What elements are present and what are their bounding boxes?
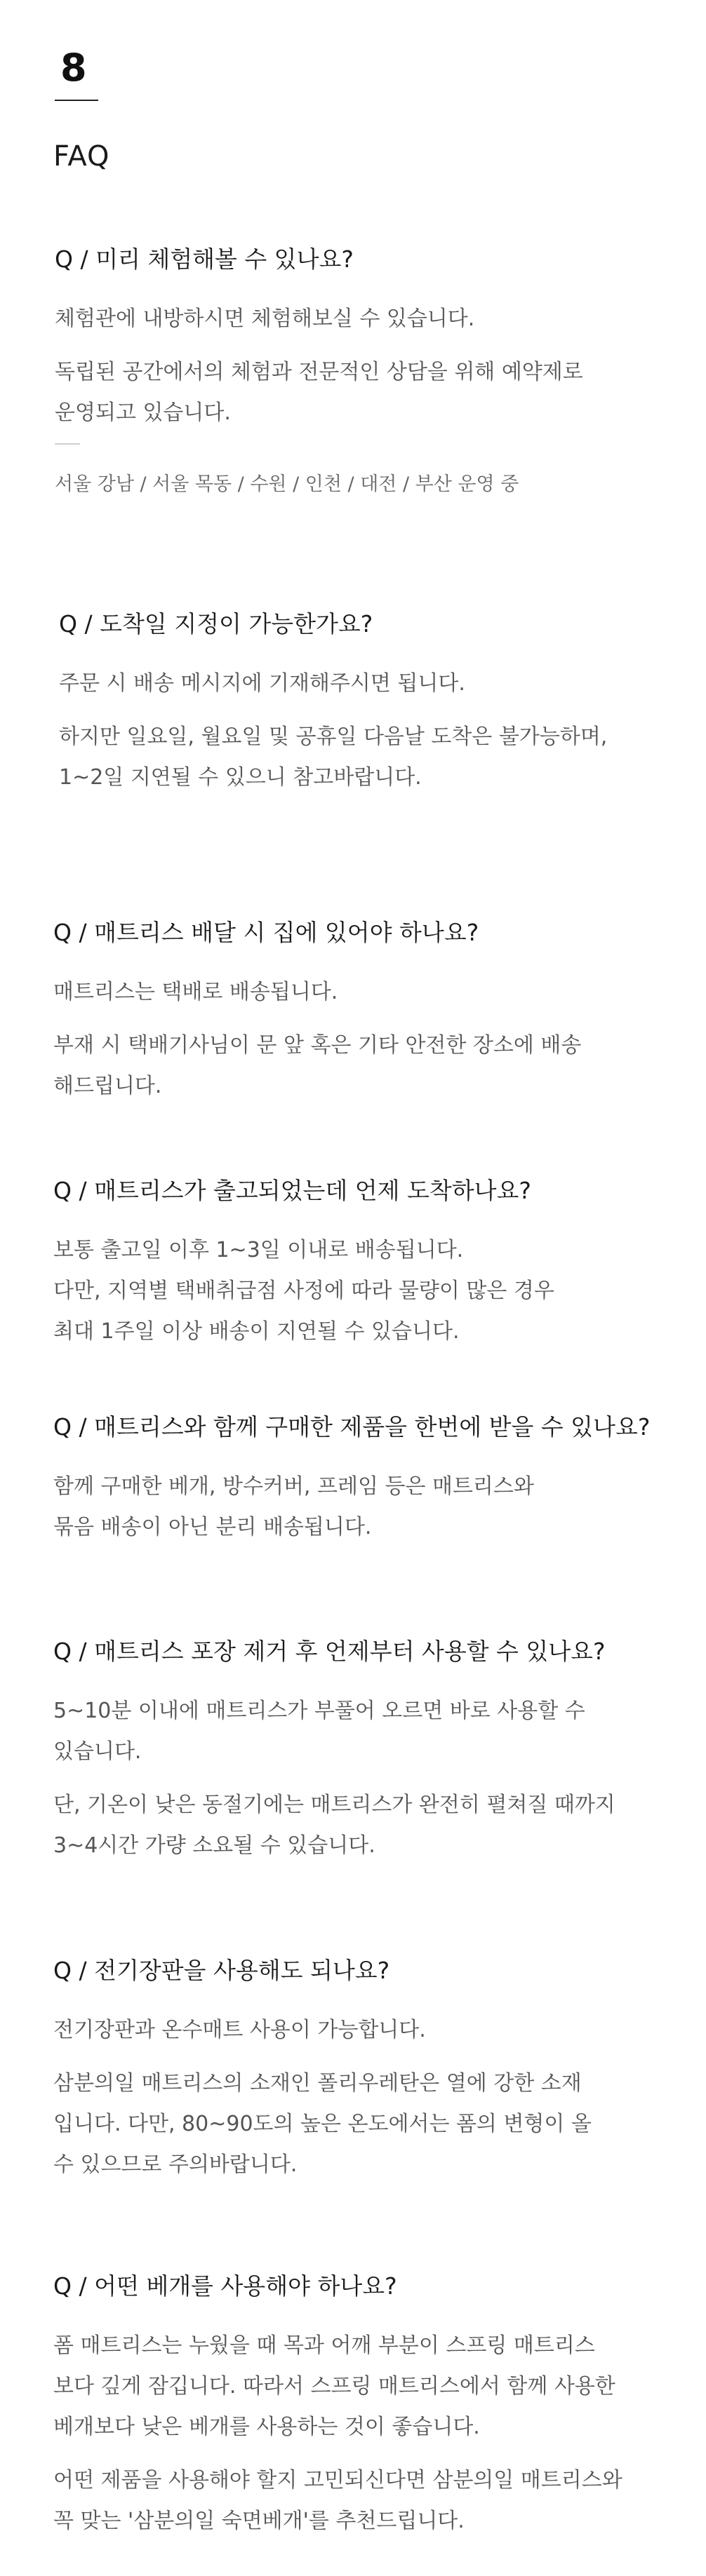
faq-answer-paragraph xyxy=(59,663,691,704)
faq-question: Q / 매트리스가 출고되었는데 언제 도착하나요? xyxy=(53,1177,531,1204)
faq-item-unboxing xyxy=(53,1638,685,1879)
faq-answer-line: 있습니다. xyxy=(53,1739,142,1764)
faq-answer-line: 체험관에 내방하시면 체험해보실 수 있습니다. xyxy=(55,306,475,331)
faq-answer-line: 최대 1주일 이상 배송이 지연될 수 있습니다. xyxy=(53,1319,460,1344)
faq-question: Q / 미리 체험해볼 수 있나요? xyxy=(55,245,354,273)
faq-answer-line: 꼭 맞는 '삼분의일 숙면베개'를 추천드립니다. xyxy=(53,2508,465,2533)
faq-answer-paragraph xyxy=(59,717,691,798)
faq-answer-line: 5~10분 이내에 매트리스가 부풀어 오르면 바로 사용할 수 xyxy=(53,1698,585,1723)
faq-item-bundle-shipping xyxy=(53,1413,685,1560)
faq-question: Q / 매트리스 포장 제거 후 언제부터 사용할 수 있나요? xyxy=(53,1638,606,1665)
faq-answer-line: 매트리스는 택배로 배송됩니다. xyxy=(53,979,338,1004)
faq-answer-line: 부재 시 택배기사님이 문 앞 혹은 기타 안전한 장소에 배송 xyxy=(53,1032,582,1058)
faq-answer-line: 해드립니다. xyxy=(53,1073,162,1098)
faq-answer-line: 3~4시간 가량 소요될 수 있습니다. xyxy=(53,1833,375,1858)
showroom-locations: 서울 강남 / 서울 목동 / 수원 / 인천 / 대전 / 부산 운영 중 xyxy=(55,473,519,495)
faq-answer-paragraph xyxy=(53,2063,685,2185)
faq-answer-line: 삼분의일 매트리스의 소재인 폴리우레탄은 열에 강한 소재 xyxy=(53,2070,582,2096)
faq-answer-line: 입니다. 다만, 80~90도의 높은 온도에서는 폼의 변형이 올 xyxy=(53,2111,592,2136)
faq-answer-paragraph xyxy=(53,1691,685,1772)
faq-answer-line: 폼 매트리스는 누웠을 때 목과 어깨 부분이 스프링 매트리스 xyxy=(53,2333,595,2358)
faq-question: Q / 전기장판을 사용해도 되나요? xyxy=(53,1957,390,1984)
faq-answer-line: 운영되고 있습니다. xyxy=(55,400,231,425)
faq-answer-line: 어떤 제품을 사용해야 할지 고민되신다면 삼분의일 매트리스와 xyxy=(53,2467,622,2493)
faq-divider xyxy=(55,443,80,445)
faq-answer-paragraph xyxy=(53,1466,685,1548)
faq-answer-line: 함께 구매한 베개, 방수커버, 프레임 등은 매트리스와 xyxy=(53,1474,534,1499)
faq-question: Q / 어떤 베개를 사용해야 하나요? xyxy=(53,2272,397,2300)
faq-answer-paragraph xyxy=(55,352,686,433)
faq-answer-paragraph xyxy=(53,972,685,1013)
faq-item-delivery-date xyxy=(59,610,691,811)
faq-question: Q / 매트리스 배달 시 집에 있어야 하나요? xyxy=(53,919,479,946)
faq-item-electric-blanket xyxy=(53,1957,685,2198)
faq-answer-paragraph xyxy=(53,2326,685,2448)
faq-answer-line: 단, 기온이 낮은 동절기에는 매트리스가 완전히 펼쳐질 때까지 xyxy=(53,1792,615,1817)
faq-item-home-delivery xyxy=(53,919,685,1119)
faq-answer-line: 하지만 일요일, 월요일 및 공휴일 다음날 도착은 불가능하며, xyxy=(59,724,608,749)
faq-question: Q / 도착일 지정이 가능한가요? xyxy=(59,610,373,638)
faq-answer-paragraph xyxy=(53,1230,685,1352)
faq-answer-paragraph xyxy=(53,1025,685,1107)
faq-answer-paragraph xyxy=(53,2460,685,2542)
section-number: 8 xyxy=(60,46,87,90)
faq-answer-paragraph xyxy=(55,299,686,339)
faq-answer-line: 독립된 공간에서의 체험과 전문적인 상담을 위해 예약제로 xyxy=(55,359,583,384)
faq-answer-line: 수 있으므로 주의바랍니다. xyxy=(53,2152,298,2177)
faq-answer-line: 전기장판과 온수매트 사용이 가능합니다. xyxy=(53,2017,426,2042)
faq-answer-line: 보다 깊게 잠깁니다. 따라서 스프링 매트리스에서 함께 사용한 xyxy=(53,2373,615,2399)
faq-item-shipping-time xyxy=(53,1177,685,1365)
faq-question: Q / 매트리스와 함께 구매한 제품을 한번에 받을 수 있나요? xyxy=(53,1413,651,1441)
section-number-underline xyxy=(55,100,98,101)
faq-answer-line: 베개보다 낮은 베개를 사용하는 것이 좋습니다. xyxy=(53,2414,480,2439)
faq-answer-paragraph xyxy=(53,1785,685,1866)
faq-answer-paragraph xyxy=(53,2010,685,2051)
faq-answer-line: 다만, 지역별 택배취급점 사정에 따라 물량이 많은 경우 xyxy=(53,1278,554,1303)
faq-item-pillow xyxy=(53,2272,685,2554)
faq-item-trial xyxy=(55,245,686,496)
faq-answer-line: 주문 시 배송 메시지에 기재해주시면 됩니다. xyxy=(59,670,465,696)
faq-answer-line: 보통 출고일 이후 1~3일 이내로 배송됩니다. xyxy=(53,1237,464,1262)
section-title: FAQ xyxy=(53,140,110,173)
faq-answer-line: 묶음 배송이 아닌 분리 배송됩니다. xyxy=(53,1514,372,1539)
faq-answer-line: 1~2일 지연될 수 있으니 참고바랍니다. xyxy=(59,764,422,790)
